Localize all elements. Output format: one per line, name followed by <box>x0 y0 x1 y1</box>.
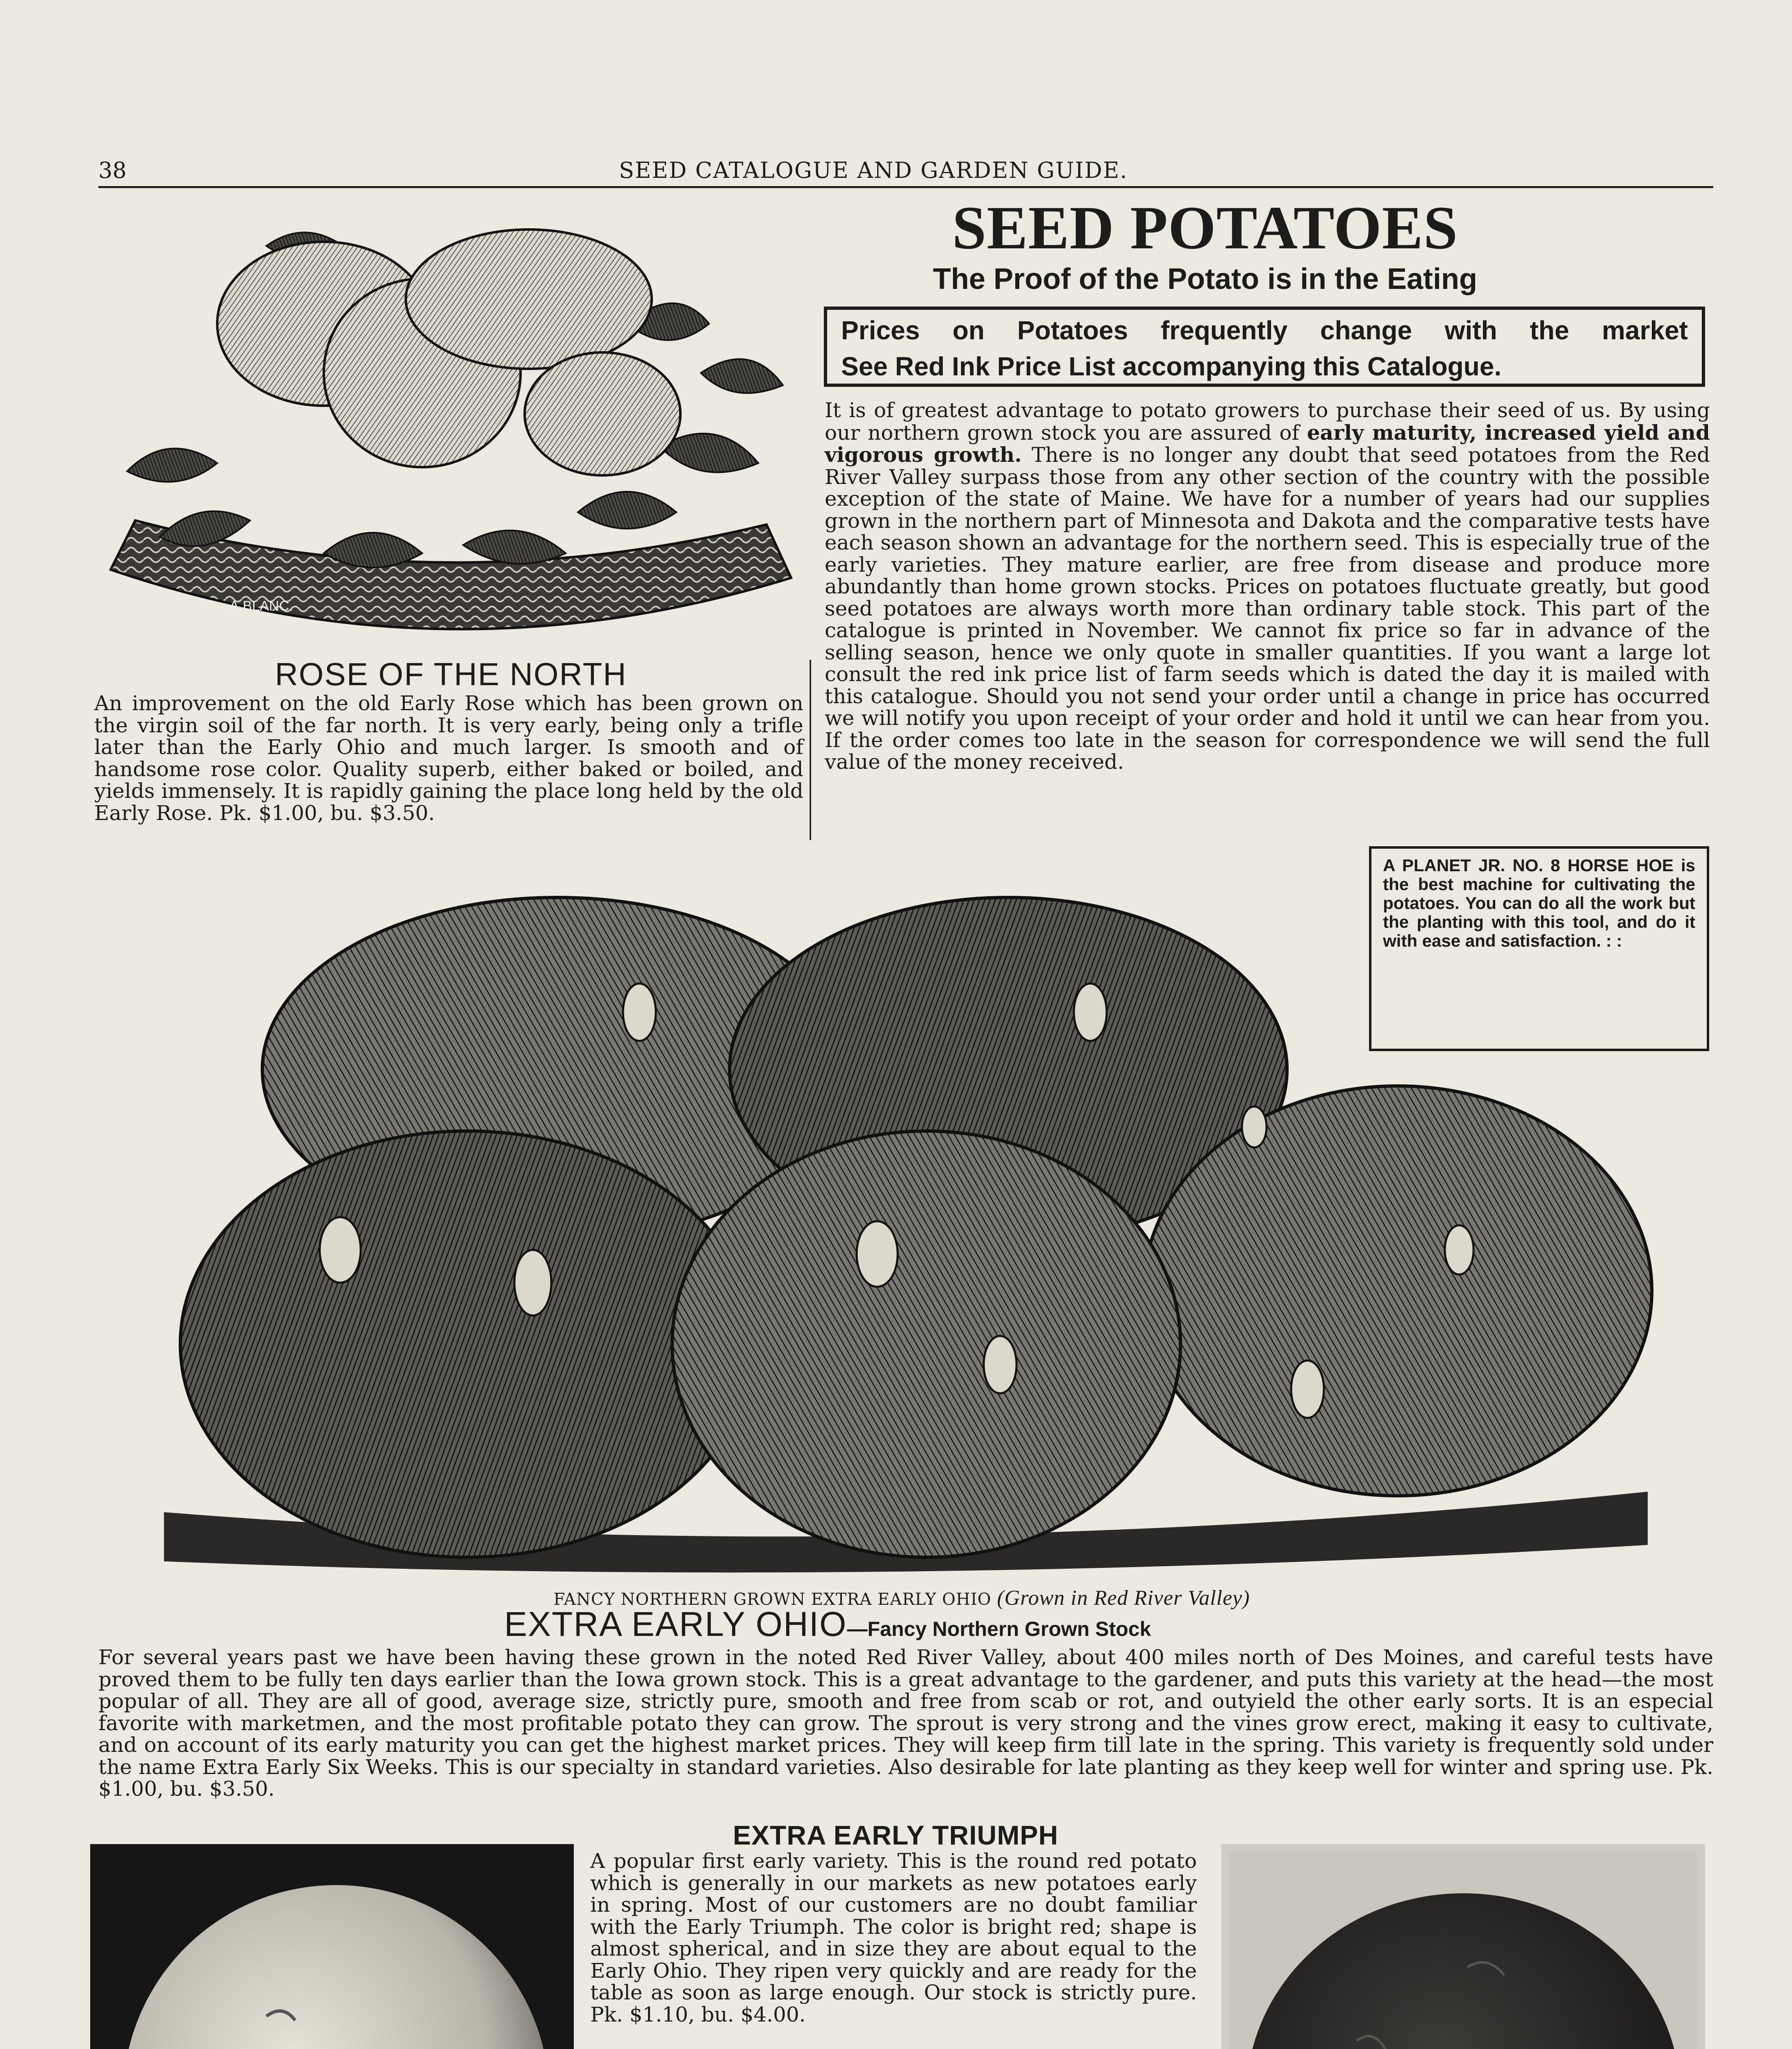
page-header <box>98 157 1713 188</box>
heading-text: EXTRA EARLY OHIO <box>504 1605 847 1643</box>
intro-paragraph <box>825 400 1710 773</box>
intro-text-b: There is no longer any doubt that seed potatoes from the Red River Valley surpass those from any other section of the country with the possible exception of the state of Maine. We have for a number of years had our supplies grown in the northern part of Minnesota and Dakota and the comparative tests have each season shown an advantage for the northern seed. This is especially true of the early varieties. They mature earlier, are free from disease and produce more abundantly than home grown stocks. Prices on potatoes fluctuate greatly, but good seed potatoes are always worth more than ordinary table stock. This part of the catalogue is printed in November. We cannot fix price so far in advance of the selling season, hence we only quote in smaller quantities. If you want a large lot consult the red ink price list of farm seeds which is dated the day it is mailed with this catalogue. Should you not send your order until a change in price has occurred we will notify you upon receipt of your order and hold it until we can hear from you. If the order comes too late in the season for correspondence we will send the full value of the money received. <box>825 443 1710 774</box>
notice-word: the <box>1530 316 1569 345</box>
price-notice-line-1 <box>841 312 1688 348</box>
price-notice-box <box>824 307 1705 387</box>
extra-early-triumph-photo <box>1221 1844 1705 2049</box>
notice-word: with <box>1444 316 1497 345</box>
caption-italic: (Grown in Red River Valley) <box>997 1586 1250 1610</box>
irish-cobbler-photo <box>90 1844 574 2049</box>
notice-word: market <box>1602 316 1688 345</box>
notice-word: Prices <box>841 316 920 345</box>
extra-early-triumph-heading: EXTRA EARLY TRIUMPH <box>733 1820 1058 1850</box>
rose-of-the-north-engraving <box>94 201 803 652</box>
extra-early-ohio-description: For several years past we have been having these grown in the noted Red River Valley, about 400 miles north of Des Moines, and careful tests have proved them to be fully ten days earlier than the Iowa grown stock. This is a great advantage to the gardener, and puts this variety at the head—the most popular of all. They are all of good, average size, strictly pure, smooth and free from scab or rot, and outyield the other early sorts. It is an especial favorite with marketmen, and the most profitable potato they can grow. The sprout is very strong and the vines grow erect, making it easy to cultivate, and on account of its early maturity you can get the highest market prices. They will keep firm till late in the spring. This variety is frequently sold under the name Extra Early Six Weeks. This is our specialty in standard varieties. Also desirable for late planting as they keep well for winter and spring use. Pk. $1.00, bu. $3.50. <box>98 1645 1713 1801</box>
notice-word: change <box>1320 316 1412 345</box>
running-title: SEED CATALOGUE AND GARDEN GUIDE. <box>619 157 1128 183</box>
intro-text-a: It is of greatest advantage to potato growers to purchase their seed of us. By using our northern grown stock you are assured of <box>825 398 1710 445</box>
page-subtitle: The Proof of the Potato is in the Eating <box>933 263 1477 295</box>
column-divider <box>810 660 811 840</box>
extra-early-ohio-heading <box>504 1604 1151 1644</box>
heading-subtitle: —Fancy Northern Grown Stock <box>847 1617 1151 1640</box>
price-notice-line-2: See Red Ink Price List accompanying this Catalogue. <box>841 352 1502 381</box>
rose-of-the-north-heading: ROSE OF THE NORTH <box>275 656 627 692</box>
intro-bold-text: early maturity, increased yield and vigorous growth. <box>825 420 1710 467</box>
notice-word: Potatoes <box>1017 316 1128 345</box>
page-title: SEED POTATOES <box>952 194 1458 262</box>
notice-word: on <box>952 316 985 345</box>
planet-jr-horse-hoe-box: A PLANET JR. NO. 8 HORSE HOE is the best machine for cultivating the potatoes. You can do all the work but the planting with this tool, and do it with ease and satisfaction. : : <box>1369 846 1709 1051</box>
notice-word: frequently <box>1160 316 1288 345</box>
caption-text: FANCY NORTHERN GROWN EXTRA EARLY OHIO <box>553 1590 992 1609</box>
page-number: 38 <box>98 157 127 183</box>
rose-of-the-north-description: An improvement on the old Early Rose which has been grown on the virgin soil of the far north. It is very early, being only a trifle later than the Early Ohio and much larger. Is smooth and of handsome rose color. Quality superb, either baked or boiled, and yields immensely. It is rapidly gaining the place long held by the old Early Rose. Pk. $1.00, bu. $3.50. <box>94 691 803 825</box>
extra-early-triumph-description: A popular first early variety. This is the round red potato which is generally in our markets as new potatoes early in spring. Most of our customers are no doubt familiar with the Early Triumph. The color is bright red; shape is almost spherical, and in size they are about equal to the Early Ohio. They ripen very quickly and are ready for the table as soon as large enough. Our stock is strictly pure. Pk. $1.10, bu. $4.00. <box>590 1849 1197 2026</box>
engraver-signature: A.BLANC. <box>230 598 293 614</box>
